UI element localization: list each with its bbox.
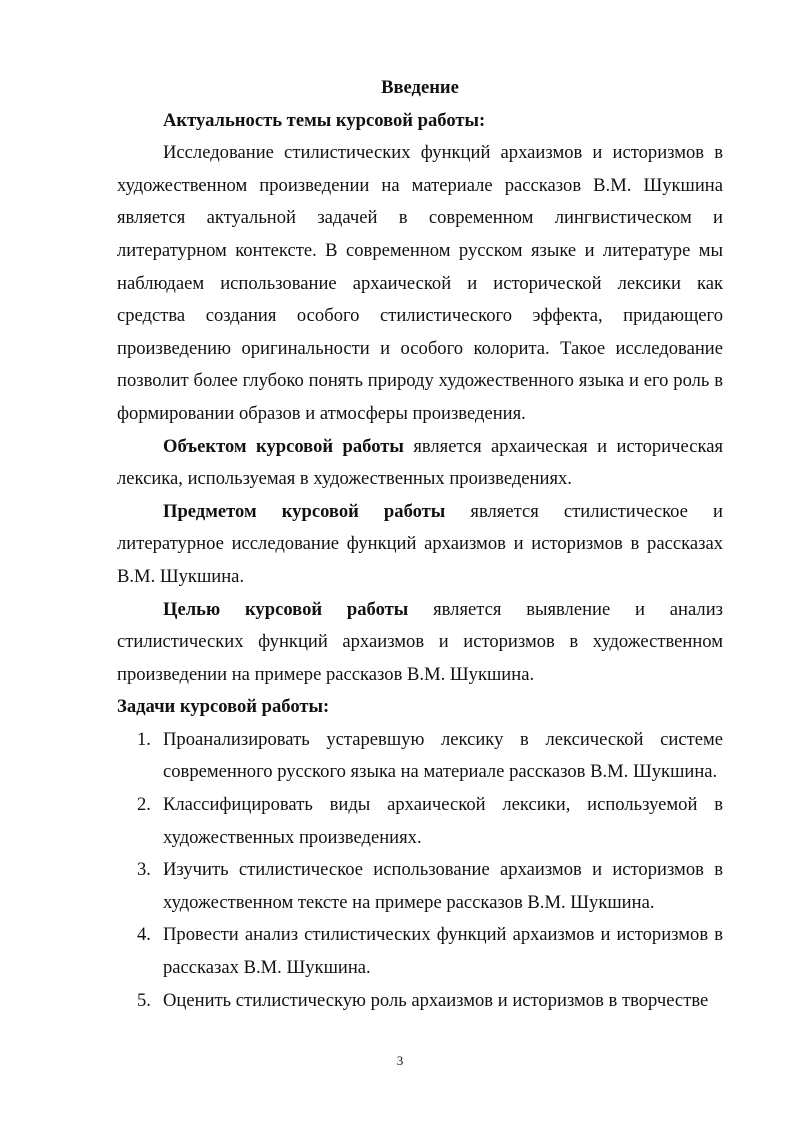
- list-item-text: Проанализировать устаревшую лексику в лексической системе современного русского языка на материале рассказов В.М. Шукшина.: [163, 728, 723, 783]
- object-text: является архаическая и историческая лексика, используемая в художественных произведениях.: [117, 435, 723, 490]
- object-paragraph: [117, 431, 723, 496]
- tasks-heading: Задачи курсовой работы:: [117, 696, 330, 718]
- page-title: Введение: [381, 77, 459, 98]
- list-item-number: 5.: [137, 989, 151, 1011]
- list-item-number: 2.: [137, 794, 151, 816]
- list-item: [117, 789, 723, 854]
- subject-paragraph: [117, 496, 723, 594]
- page-number: 3: [396, 1053, 404, 1068]
- subject-text: является стилистическое и литературное исследование функций архаизмов и историзмов в рассказах В.М. Шукшина.: [117, 500, 723, 587]
- tasks-list: [117, 724, 723, 1017]
- list-item: [117, 985, 723, 1018]
- list-item-text: Провести анализ стилистических функций архаизмов и историзмов в рассказах В.М. Шукшина.: [163, 924, 723, 979]
- goal-paragraph: [117, 594, 723, 692]
- list-item: [117, 854, 723, 919]
- subject-label: Предметом курсовой работы: [163, 500, 446, 522]
- list-item-text: Изучить стилистическое использование архаизмов и историзмов в художественном тексте на примере рассказов В.М. Шукшина.: [163, 859, 723, 913]
- goal-text: является выявление и анализ стилистических функций архаизмов и историзмов в художественном произведении на примере рассказов В.М. Шукшина.: [117, 598, 723, 685]
- list-item-number: 4.: [137, 924, 151, 946]
- page-content: [117, 72, 723, 1017]
- list-item-text: Классифицировать виды архаической лексики, используемой в художественных произведениях.: [163, 794, 723, 848]
- list-item-number: 1.: [137, 728, 151, 750]
- list-item-text: Оценить стилистическую роль архаизмов и историзмов в творчестве: [163, 989, 709, 1011]
- relevance-paragraph: Исследование стилистических функций архаизмов и историзмов в художественном произведении на материале рассказов В.М. Шукшина является актуальной задачей в современном лингвистическом и литературном контексте. В современном русском языке и литературе мы наблюдаем использование архаической и исторической лексики как средства создания особого стилистического эффекта, придающего произведению оригинальности и особого колорита. Такое исследование позволит более глубоко понять природу художественного языка и его роль в формировании образов и атмосферы произведения.: [117, 142, 723, 424]
- relevance-heading: Актуальность темы курсовой работы:: [163, 109, 486, 131]
- object-label: Объектом курсовой работы: [163, 435, 404, 457]
- goal-label: Целью курсовой работы: [163, 598, 409, 620]
- list-item: [117, 724, 723, 789]
- list-item-number: 3.: [137, 859, 151, 881]
- list-item: [117, 919, 723, 984]
